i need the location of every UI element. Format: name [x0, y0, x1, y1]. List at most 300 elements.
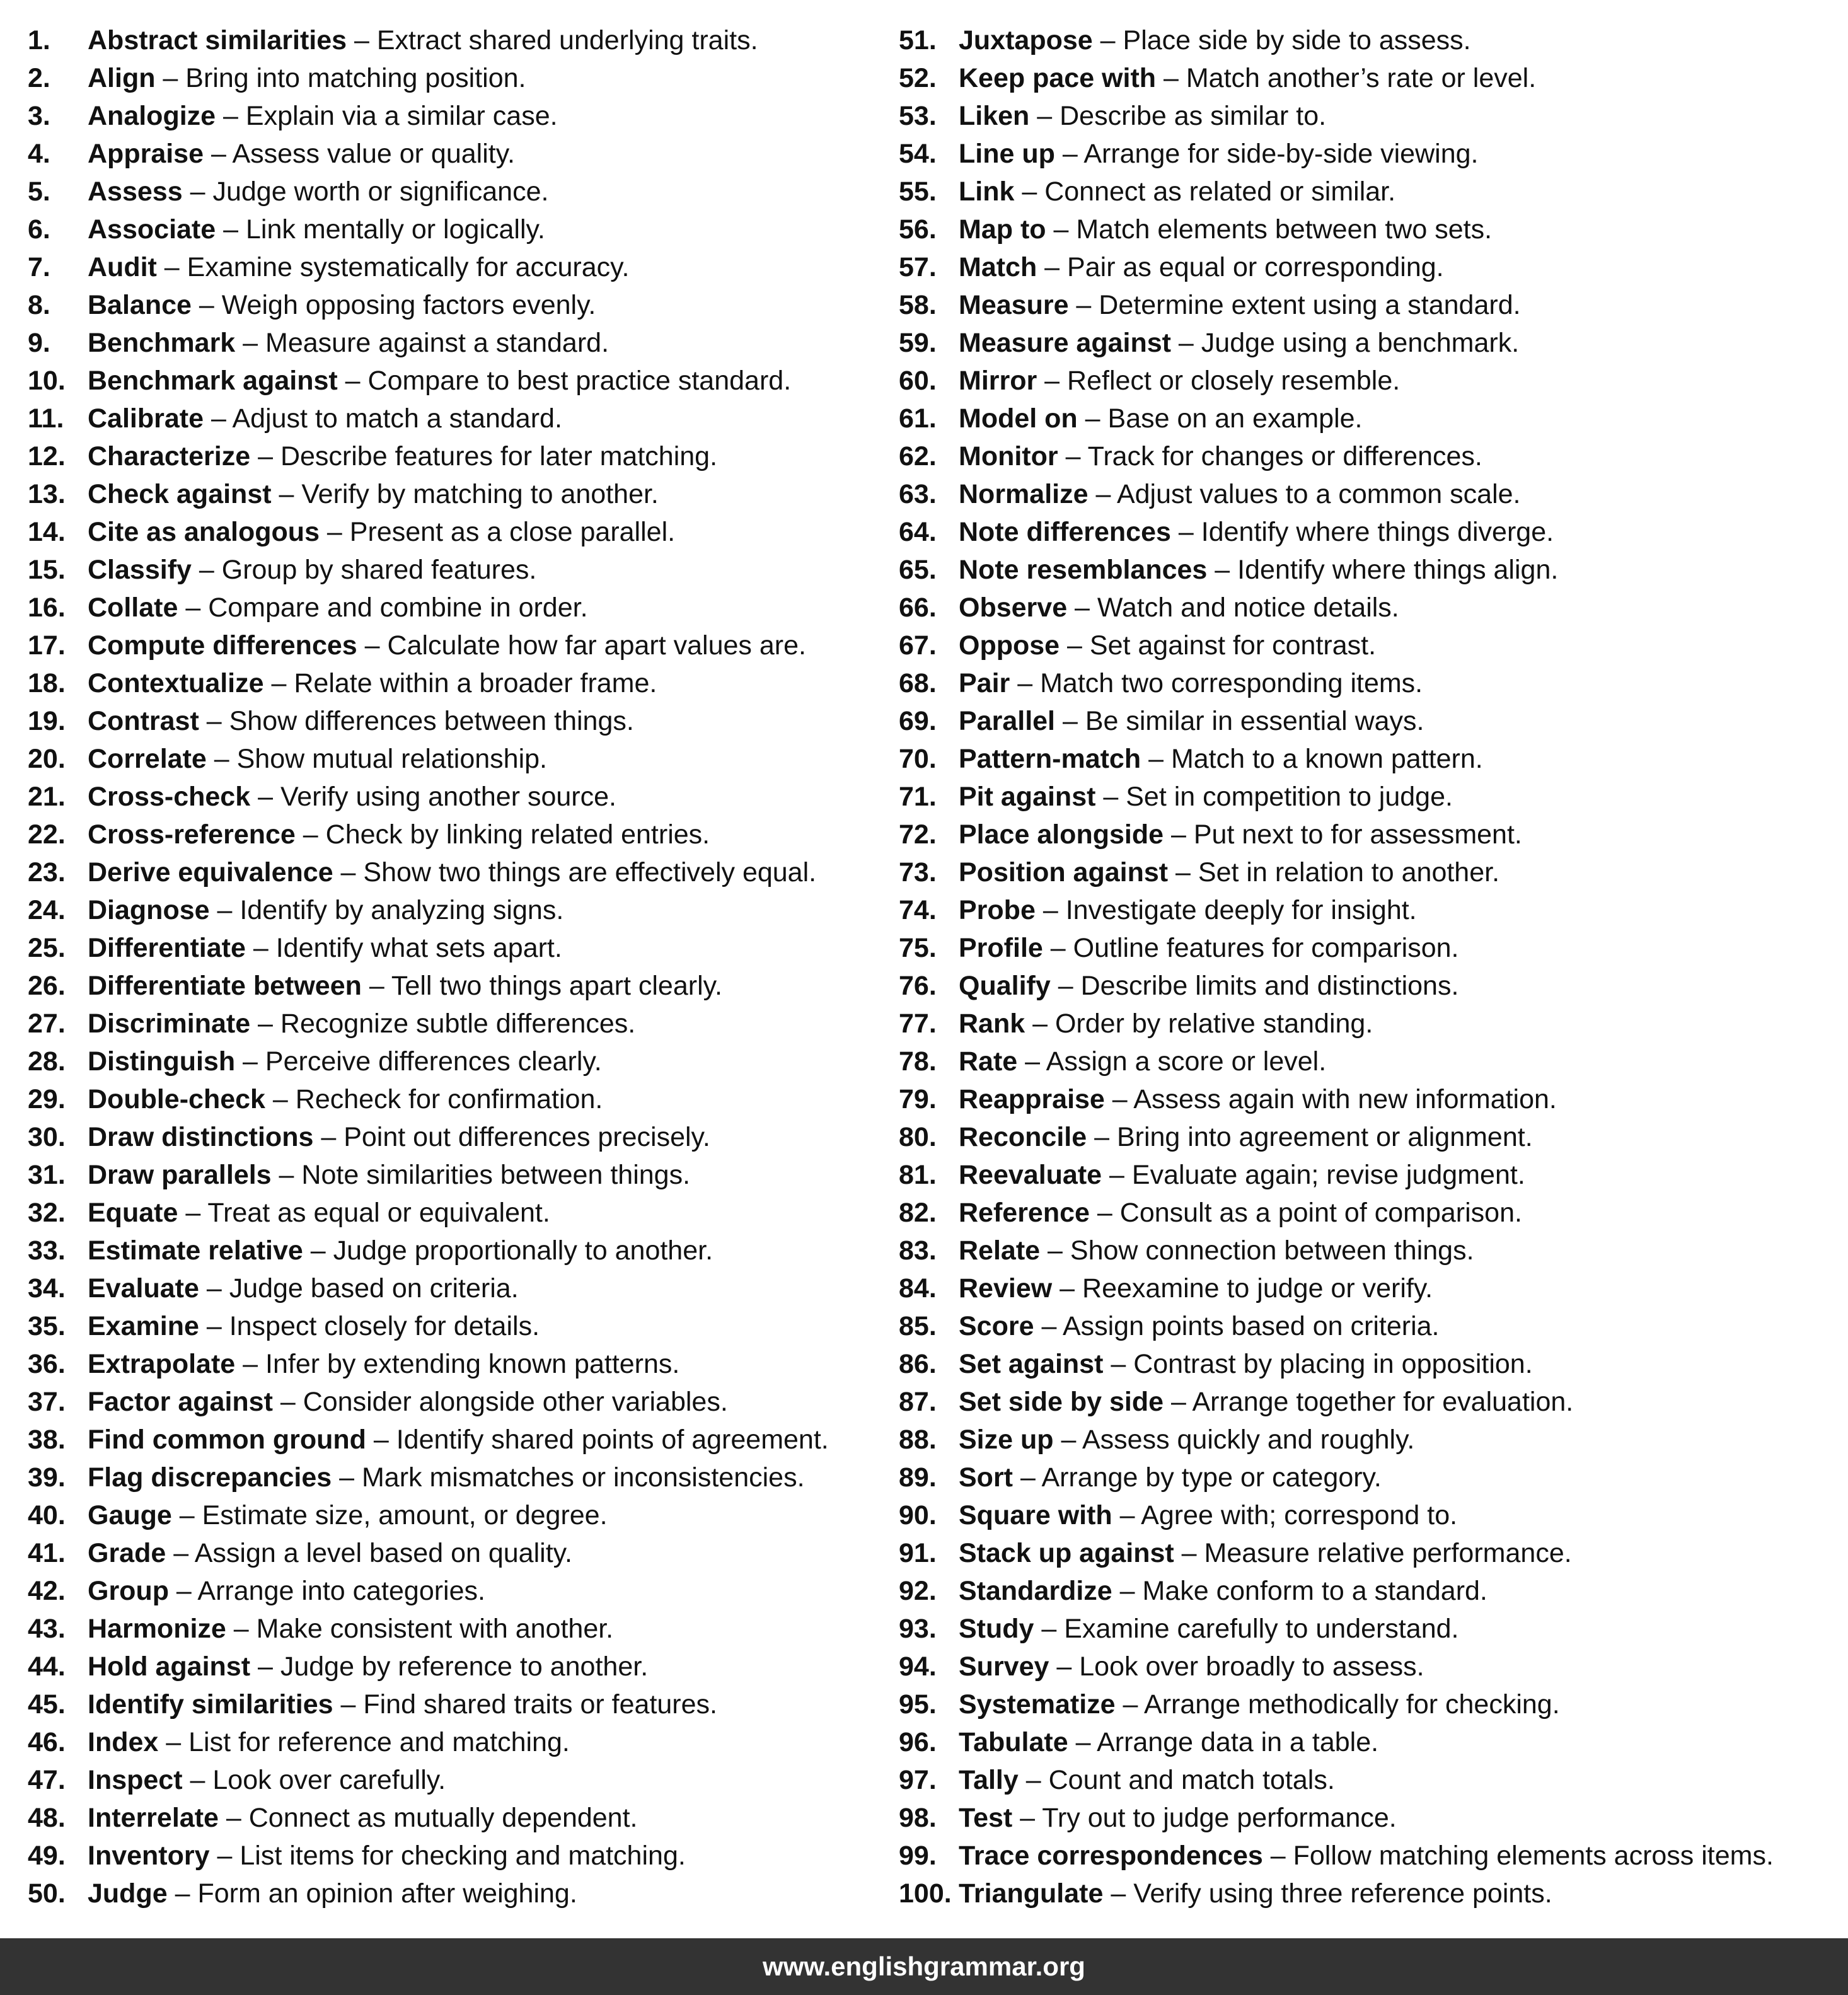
item-term: Analogize — [88, 101, 216, 131]
item-text — [959, 1421, 1414, 1459]
item-separator: – — [216, 214, 246, 245]
list-item — [28, 1383, 891, 1421]
item-number: 46. — [28, 1727, 66, 1757]
item-text — [88, 702, 634, 740]
item-number: 83. — [899, 1235, 937, 1266]
item-term: Characterize — [88, 441, 251, 471]
item-text — [959, 1232, 1474, 1269]
list-item — [899, 173, 1832, 211]
item-text — [959, 59, 1536, 97]
item-definition: Show differences between things. — [229, 706, 634, 736]
item-separator: – — [1012, 1803, 1042, 1833]
item-definition: Relate within a broader frame. — [294, 668, 657, 698]
list-item — [28, 437, 891, 475]
item-separator: – — [333, 857, 364, 888]
list-item — [28, 929, 891, 967]
item-text — [88, 1534, 572, 1572]
item-definition: Mark mismatches or inconsistencies. — [361, 1462, 805, 1493]
item-text — [959, 1799, 1397, 1837]
item-separator: – — [1115, 1689, 1145, 1720]
item-definition: Find shared traits or features. — [363, 1689, 717, 1720]
item-number: 68. — [899, 668, 937, 698]
item-text — [88, 1723, 570, 1761]
item-text — [88, 891, 563, 929]
item-text — [88, 248, 629, 286]
list-item — [28, 1118, 891, 1156]
item-definition: Connect as related or similar. — [1044, 176, 1396, 207]
item-text — [959, 1534, 1572, 1572]
item-term: Abstract similarities — [88, 25, 347, 55]
list-item — [28, 1686, 891, 1723]
item-definition: Present as a close parallel. — [349, 517, 676, 547]
item-definition: List for reference and matching. — [188, 1727, 570, 1757]
item-number: 30. — [28, 1122, 66, 1152]
item-number: 71. — [899, 782, 937, 812]
item-number: 93. — [899, 1614, 937, 1644]
list-item — [28, 1080, 891, 1118]
item-text — [959, 1156, 1525, 1194]
list-item — [899, 664, 1832, 702]
item-separator: – — [1102, 1160, 1132, 1190]
item-number: 10. — [28, 366, 66, 396]
item-term: Sort — [959, 1462, 1013, 1493]
item-separator: – — [1018, 1765, 1049, 1795]
item-text — [959, 1837, 1774, 1875]
item-number: 49. — [28, 1841, 66, 1871]
item-separator: – — [1068, 290, 1099, 320]
item-number: 80. — [899, 1122, 937, 1152]
list-item — [899, 21, 1832, 59]
item-definition: Match elements between two sets. — [1076, 214, 1493, 245]
list-item — [899, 627, 1832, 664]
item-text — [959, 778, 1453, 816]
item-term: Relate — [959, 1235, 1041, 1266]
item-term: Mirror — [959, 366, 1037, 396]
list-item — [899, 1534, 1832, 1572]
list-item — [899, 362, 1832, 400]
item-definition: Pair as equal or corresponding. — [1067, 252, 1444, 282]
item-number: 97. — [899, 1765, 937, 1795]
item-term: Draw parallels — [88, 1160, 272, 1190]
item-separator: – — [1103, 1878, 1134, 1909]
item-text — [959, 740, 1483, 778]
item-term: Equate — [88, 1198, 178, 1228]
item-text — [88, 1572, 485, 1610]
item-text — [959, 627, 1376, 664]
item-separator: – — [155, 63, 186, 93]
item-definition: Evaluate again; revise judgment. — [1131, 1160, 1525, 1190]
item-term: Note differences — [959, 517, 1171, 547]
item-text — [88, 1648, 648, 1686]
item-text — [959, 853, 1499, 891]
list-item — [899, 1610, 1832, 1648]
item-text — [959, 1005, 1373, 1043]
item-number: 11. — [28, 403, 64, 434]
item-number: 15. — [28, 555, 66, 585]
item-number: 35. — [28, 1311, 66, 1341]
item-definition: Judge using a benchmark. — [1201, 328, 1520, 358]
item-text — [88, 135, 515, 173]
list-item — [899, 1005, 1832, 1043]
item-separator: – — [1174, 1538, 1204, 1568]
item-number: 23. — [28, 857, 66, 888]
item-term: Qualify — [959, 971, 1051, 1001]
item-separator: – — [333, 1689, 364, 1720]
item-text — [88, 1194, 550, 1232]
item-separator: – — [1049, 1651, 1080, 1682]
list-item — [28, 1610, 891, 1648]
item-definition: Track for changes or differences. — [1087, 441, 1482, 471]
item-term: Link — [959, 176, 1015, 207]
item-term: Set side by side — [959, 1387, 1164, 1417]
item-separator: – — [245, 933, 276, 963]
item-term: Measure — [959, 290, 1069, 320]
item-definition: Arrange for side-by-side viewing. — [1083, 139, 1479, 169]
item-separator: – — [1037, 252, 1068, 282]
item-separator: – — [1077, 403, 1108, 434]
item-definition: Set in competition to judge. — [1126, 782, 1453, 812]
list-item — [28, 853, 891, 891]
item-text — [88, 1269, 519, 1307]
list-item — [28, 1043, 891, 1080]
item-number: 90. — [899, 1500, 937, 1530]
item-term: Align — [88, 63, 156, 93]
list-item — [899, 1875, 1832, 1912]
item-text — [959, 248, 1444, 286]
item-separator: – — [1010, 668, 1041, 698]
item-number: 50. — [28, 1878, 66, 1909]
list-item — [28, 1005, 891, 1043]
item-number: 28. — [28, 1046, 66, 1077]
item-number: 18. — [28, 668, 66, 698]
item-definition: Verify using three reference points. — [1133, 1878, 1552, 1909]
item-number: 48. — [28, 1803, 66, 1833]
item-number: 2. — [28, 63, 50, 93]
item-text — [959, 324, 1519, 362]
item-number: 61. — [899, 403, 937, 434]
item-number: 66. — [899, 593, 937, 623]
list-item — [899, 513, 1832, 551]
item-separator: – — [199, 706, 229, 736]
item-separator: – — [235, 1046, 265, 1077]
item-term: Oppose — [959, 630, 1060, 661]
item-term: Place alongside — [959, 819, 1164, 850]
item-term: Group — [88, 1576, 169, 1606]
item-term: Examine — [88, 1311, 199, 1341]
item-term: Grade — [88, 1538, 166, 1568]
item-number: 92. — [899, 1576, 937, 1606]
item-definition: Look over carefully. — [212, 1765, 446, 1795]
item-text — [959, 702, 1424, 740]
item-term: Match — [959, 252, 1037, 282]
item-term: Monitor — [959, 441, 1058, 471]
item-term: Identify similarities — [88, 1689, 333, 1720]
item-separator: – — [226, 1614, 257, 1644]
list-item — [28, 513, 891, 551]
item-term: Appraise — [88, 139, 204, 169]
item-separator: – — [1013, 1462, 1042, 1493]
item-number: 41. — [28, 1538, 66, 1568]
item-separator: – — [1067, 593, 1097, 623]
item-definition: Identify where things diverge. — [1201, 517, 1554, 547]
item-text — [959, 1269, 1433, 1307]
item-number: 36. — [28, 1349, 66, 1379]
item-definition: Describe features for later matching. — [280, 441, 718, 471]
item-number: 73. — [899, 857, 937, 888]
item-definition: Point out differences precisely. — [344, 1122, 710, 1152]
item-definition: Count and match totals. — [1048, 1765, 1335, 1795]
list-item — [28, 891, 891, 929]
item-separator: – — [166, 1538, 195, 1568]
item-number: 17. — [28, 630, 66, 661]
item-term: Hold against — [88, 1651, 251, 1682]
item-text — [959, 891, 1417, 929]
item-separator: – — [1092, 25, 1123, 55]
item-term: Juxtapose — [959, 25, 1093, 55]
item-text — [959, 1686, 1560, 1723]
item-definition: Weigh opposing factors evenly. — [221, 290, 596, 320]
item-term: Derive equivalence — [88, 857, 333, 888]
item-number: 37. — [28, 1387, 66, 1417]
list-item — [28, 1156, 891, 1194]
list-item — [899, 135, 1832, 173]
list-item — [28, 1307, 891, 1345]
item-separator: – — [218, 1803, 249, 1833]
item-number: 86. — [899, 1349, 937, 1379]
list-item — [899, 929, 1832, 967]
item-number: 12. — [28, 441, 66, 471]
item-definition: Match another’s rate or level. — [1186, 63, 1537, 93]
item-separator: – — [1042, 933, 1073, 963]
list-item — [28, 551, 891, 589]
item-term: Survey — [959, 1651, 1049, 1682]
list-item — [28, 97, 891, 135]
item-definition: Look over broadly to assess. — [1079, 1651, 1424, 1682]
item-text — [88, 1345, 679, 1383]
item-term: Stack up against — [959, 1538, 1174, 1568]
item-number: 85. — [899, 1311, 937, 1341]
item-text — [959, 551, 1558, 589]
item-term: Model on — [959, 403, 1078, 434]
item-term: Associate — [88, 214, 216, 245]
item-separator: – — [1103, 1349, 1134, 1379]
item-term: Balance — [88, 290, 192, 320]
item-separator: – — [357, 630, 388, 661]
item-separator: – — [199, 1273, 229, 1304]
item-definition: Show mutual relationship. — [236, 744, 547, 774]
item-number: 40. — [28, 1500, 66, 1530]
item-definition: Match to a known pattern. — [1170, 744, 1483, 774]
item-definition: Make consistent with another. — [256, 1614, 614, 1644]
item-term: Calibrate — [88, 403, 204, 434]
item-definition: Examine carefully to understand. — [1064, 1614, 1459, 1644]
item-separator: – — [235, 328, 266, 358]
item-definition: Follow matching elements across items. — [1293, 1841, 1774, 1871]
item-definition: Order by relative standing. — [1054, 1009, 1373, 1039]
item-number: 31. — [28, 1160, 66, 1190]
item-term: Standardize — [959, 1576, 1112, 1606]
item-term: Map to — [959, 214, 1046, 245]
list-item — [28, 248, 891, 286]
item-number: 27. — [28, 1009, 66, 1039]
item-text — [959, 362, 1400, 400]
item-number: 4. — [28, 139, 50, 169]
list-item — [28, 1496, 891, 1534]
item-text — [959, 1761, 1335, 1799]
item-separator: – — [206, 744, 237, 774]
item-text — [88, 21, 758, 59]
item-definition: Describe limits and distinctions. — [1080, 971, 1459, 1001]
item-text — [959, 1118, 1533, 1156]
item-number: 65. — [899, 555, 937, 585]
item-number: 79. — [899, 1084, 937, 1114]
item-text — [88, 1307, 540, 1345]
list-item — [28, 778, 891, 816]
item-definition: Assign points based on criteria. — [1062, 1311, 1440, 1341]
item-term: Set against — [959, 1349, 1104, 1379]
item-number: 98. — [899, 1803, 937, 1833]
item-text — [88, 551, 536, 589]
item-text — [88, 362, 791, 400]
item-definition: Assess again with new information. — [1133, 1084, 1557, 1114]
list-item — [28, 400, 891, 437]
item-term: Trace correspondences — [959, 1841, 1263, 1871]
item-separator: – — [250, 782, 280, 812]
item-text — [959, 286, 1521, 324]
item-number: 22. — [28, 819, 66, 850]
item-number: 62. — [899, 441, 937, 471]
item-term: Benchmark against — [88, 366, 338, 396]
list-item — [28, 627, 891, 664]
item-definition: Be similar in essential ways. — [1085, 706, 1424, 736]
item-separator: – — [1262, 1841, 1293, 1871]
item-term: Factor against — [88, 1387, 273, 1417]
list-item — [899, 1723, 1832, 1761]
item-term: Note resemblances — [959, 555, 1208, 585]
item-number: 34. — [28, 1273, 66, 1304]
item-number: 24. — [28, 895, 66, 925]
item-number: 14. — [28, 517, 66, 547]
item-number: 87. — [899, 1387, 937, 1417]
item-number: 69. — [899, 706, 937, 736]
item-definition: Identify what sets apart. — [275, 933, 562, 963]
item-term: Assess — [88, 176, 183, 207]
item-definition: Inspect closely for details. — [229, 1311, 540, 1341]
item-text — [88, 286, 596, 324]
item-separator: – — [1034, 1311, 1063, 1341]
item-separator: – — [1055, 706, 1085, 736]
list-item — [899, 778, 1832, 816]
item-term: Estimate relative — [88, 1235, 303, 1266]
list-item — [28, 1572, 891, 1610]
item-definition: Determine extent using a standard. — [1099, 290, 1521, 320]
item-separator: – — [319, 517, 350, 547]
item-text — [88, 475, 659, 513]
item-text — [959, 1723, 1378, 1761]
item-term: Study — [959, 1614, 1034, 1644]
item-term: Square with — [959, 1500, 1112, 1530]
list-item — [28, 362, 891, 400]
item-text — [88, 173, 548, 211]
item-text — [959, 664, 1423, 702]
list-item — [899, 400, 1832, 437]
item-term: Inventory — [88, 1841, 210, 1871]
item-term: Check against — [88, 479, 272, 509]
item-number: 95. — [899, 1689, 937, 1720]
item-text — [959, 1345, 1533, 1383]
item-term: Pattern-match — [959, 744, 1141, 774]
list-item — [28, 286, 891, 324]
item-number: 56. — [899, 214, 937, 245]
item-text — [88, 211, 545, 248]
item-separator: – — [209, 895, 240, 925]
list-item — [28, 967, 891, 1005]
item-number: 26. — [28, 971, 66, 1001]
word-list-right-column — [899, 21, 1832, 1912]
item-text — [88, 929, 562, 967]
item-text — [88, 324, 609, 362]
item-term: Contextualize — [88, 668, 264, 698]
item-text — [959, 1496, 1457, 1534]
item-text — [88, 778, 616, 816]
item-text — [88, 97, 558, 135]
list-item — [899, 475, 1832, 513]
item-definition: Treat as equal or equivalent. — [207, 1198, 550, 1228]
item-text — [959, 400, 1363, 437]
item-definition: Compare to best practice standard. — [367, 366, 792, 396]
item-text — [959, 1572, 1487, 1610]
item-separator: – — [1156, 63, 1186, 93]
item-number: 20. — [28, 744, 66, 774]
item-term: Inspect — [88, 1765, 183, 1795]
item-definition: Judge proportionally to another. — [333, 1235, 713, 1266]
item-text — [959, 1043, 1326, 1080]
item-text — [88, 59, 526, 97]
item-text — [959, 1875, 1552, 1912]
item-term: Interrelate — [88, 1803, 219, 1833]
item-definition: Identify where things align. — [1237, 555, 1559, 585]
item-separator: – — [1112, 1500, 1141, 1530]
item-separator: – — [1164, 819, 1194, 850]
list-item — [899, 1459, 1832, 1496]
item-separator: – — [1029, 101, 1060, 131]
item-definition: Reexamine to judge or verify. — [1082, 1273, 1433, 1304]
item-separator: – — [271, 479, 302, 509]
item-separator: – — [191, 555, 222, 585]
list-item — [899, 1496, 1832, 1534]
item-number: 45. — [28, 1689, 66, 1720]
item-separator: – — [1050, 971, 1081, 1001]
item-term: Harmonize — [88, 1614, 226, 1644]
list-item — [899, 1345, 1832, 1383]
item-definition: Extract shared underlying traits. — [376, 25, 758, 55]
item-term: Cross-reference — [88, 819, 296, 850]
item-number: 88. — [899, 1425, 937, 1455]
item-separator: – — [295, 819, 326, 850]
item-definition: Consult as a point of comparison. — [1119, 1198, 1522, 1228]
item-separator: – — [332, 1462, 362, 1493]
list-item — [899, 97, 1832, 135]
item-text — [88, 627, 806, 664]
item-term: Diagnose — [88, 895, 210, 925]
item-definition: Match two corresponding items. — [1040, 668, 1423, 698]
item-definition: Form an opinion after weighing. — [197, 1878, 577, 1909]
list-item — [28, 1837, 891, 1875]
item-number: 59. — [899, 328, 937, 358]
list-item — [899, 1421, 1832, 1459]
item-text — [88, 1610, 613, 1648]
list-item — [28, 324, 891, 362]
